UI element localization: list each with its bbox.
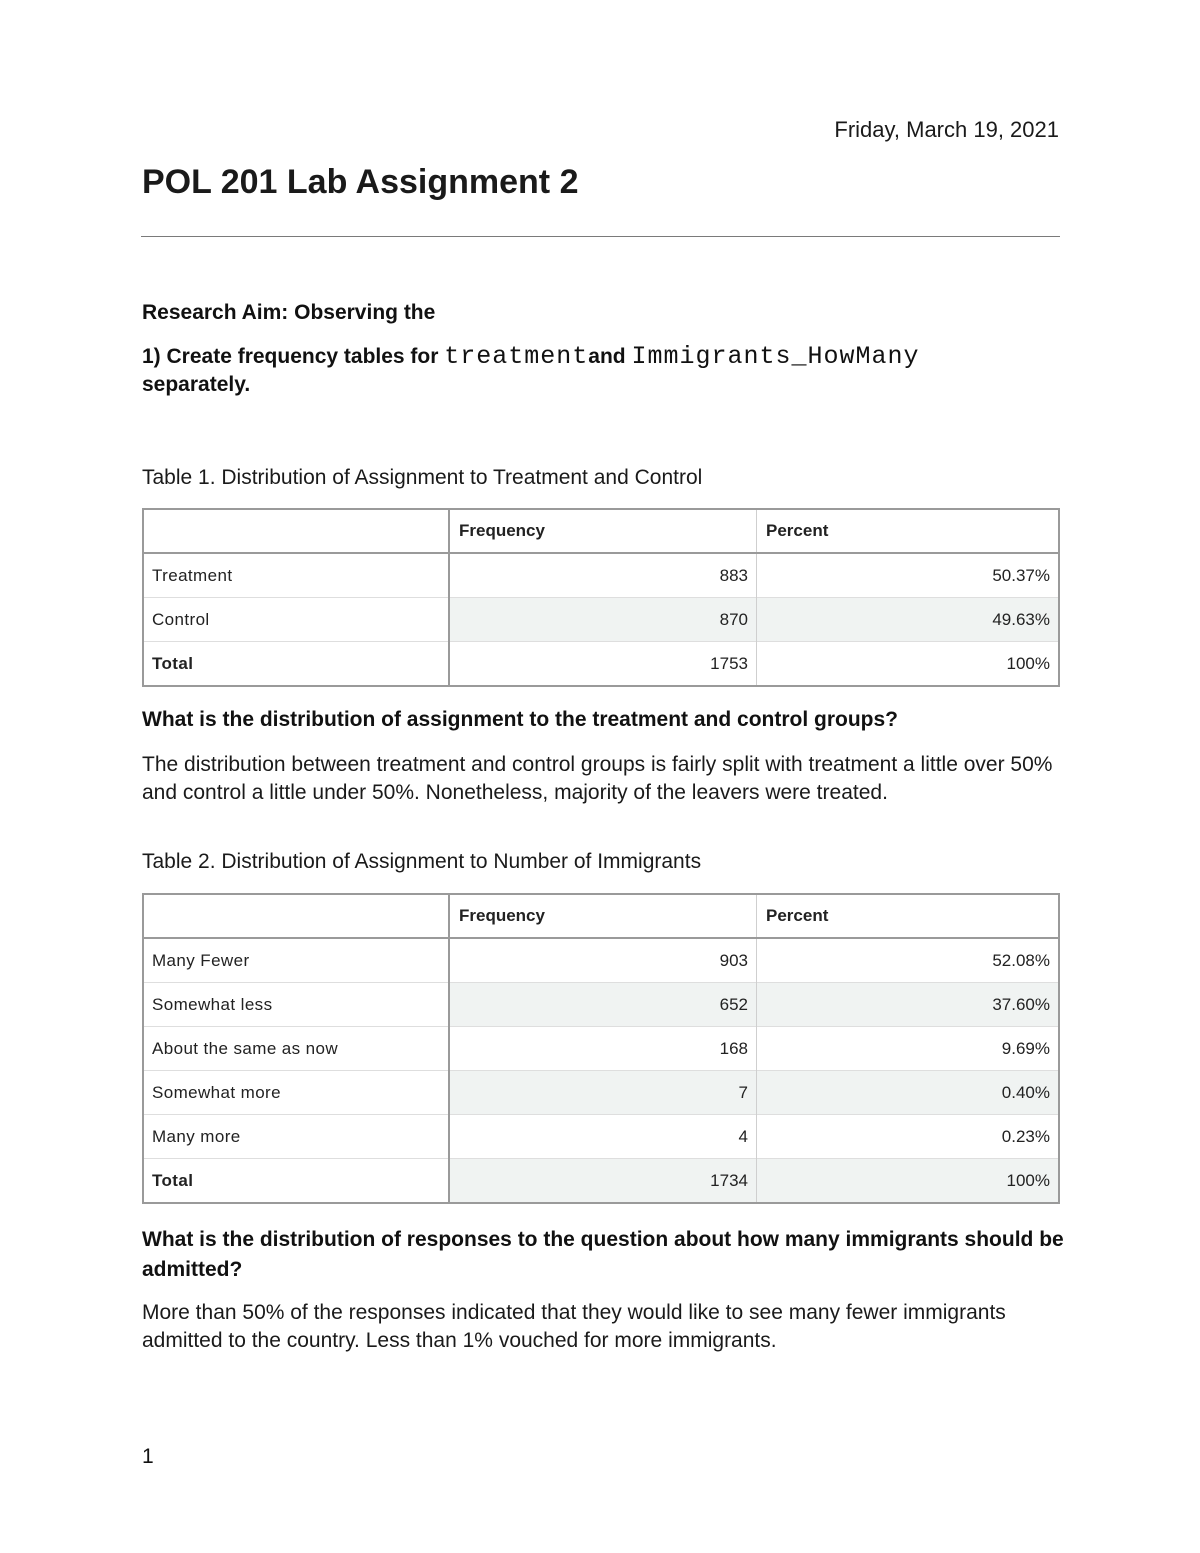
table-2 (142, 893, 1060, 1204)
row-label: About the same as now (143, 1027, 449, 1071)
row-frequency: 883 (449, 553, 757, 598)
row-frequency: 168 (449, 1027, 757, 1071)
page-number: 1 (142, 1445, 154, 1468)
table-total-row (143, 1159, 1059, 1204)
question-1-suffix: separately. (142, 373, 251, 396)
row-percent: 52.08% (757, 938, 1060, 983)
row-percent: 100% (757, 1159, 1060, 1204)
question-1-and: and (588, 345, 632, 368)
table-header-cell: Percent (757, 894, 1060, 938)
row-percent: 0.23% (757, 1115, 1060, 1159)
variable-treatment: treatment (444, 342, 589, 371)
row-frequency: 652 (449, 983, 757, 1027)
answer-responses: More than 50% of the responses indicated that they would like to see many fewer immigrants admitted to the country. Less than 1% vouched for more immigrants. (142, 1301, 1006, 1352)
table-row (143, 1027, 1059, 1071)
table-header-row (143, 894, 1059, 938)
title-divider (141, 236, 1060, 237)
table-2-caption: Table 2. Distribution of Assignment to Number of Immigrants (142, 850, 702, 873)
row-frequency: 1734 (449, 1159, 757, 1204)
question-responses: What is the distribution of responses to the question about how many immigrants should be admitted? (142, 1228, 1064, 1281)
document-date: Friday, March 19, 2021 (834, 117, 1059, 142)
row-percent: 0.40% (757, 1071, 1060, 1115)
table-1 (142, 508, 1060, 687)
page-title: POL 201 Lab Assignment 2 (142, 163, 579, 201)
answer-assignment: The distribution between treatment and control groups is fairly split with treatment a little over 50% and control a little under 50%. Nonetheless, majority of the leavers were treated. (142, 753, 1053, 804)
row-percent: 49.63% (757, 598, 1060, 642)
question-assignment: What is the distribution of assignment to the treatment and control groups? (142, 708, 899, 731)
table-row (143, 1071, 1059, 1115)
row-label: Many more (143, 1115, 449, 1159)
row-label: Control (143, 598, 449, 642)
row-frequency: 7 (449, 1071, 757, 1115)
row-frequency: 4 (449, 1115, 757, 1159)
row-label: Total (143, 1159, 449, 1204)
table-header-cell: Percent (757, 509, 1060, 553)
table-total-row (143, 642, 1059, 687)
row-label: Total (143, 642, 449, 687)
question-1-prefix: 1) Create frequency tables for (142, 345, 445, 368)
row-percent: 37.60% (757, 983, 1060, 1027)
table-header-row (143, 509, 1059, 553)
table-header-cell: Frequency (449, 894, 757, 938)
row-frequency: 870 (449, 598, 757, 642)
row-percent: 50.37% (757, 553, 1060, 598)
question-1 (142, 343, 1072, 399)
research-aim: Research Aim: Observing the (142, 301, 436, 324)
table-row (143, 553, 1059, 598)
table-1-caption: Table 1. Distribution of Assignment to Treatment and Control (142, 466, 703, 489)
row-frequency: 903 (449, 938, 757, 983)
table-row (143, 938, 1059, 983)
row-frequency: 1753 (449, 642, 757, 687)
table-row (143, 1115, 1059, 1159)
row-percent: 9.69% (757, 1027, 1060, 1071)
row-label: Somewhat more (143, 1071, 449, 1115)
row-label: Somewhat less (143, 983, 449, 1027)
row-percent: 100% (757, 642, 1060, 687)
table-row (143, 598, 1059, 642)
row-label: Many Fewer (143, 938, 449, 983)
table-header-cell: Frequency (449, 509, 757, 553)
table-header-cell (143, 509, 449, 553)
row-label: Treatment (143, 553, 449, 598)
table-row (143, 983, 1059, 1027)
table-header-cell (143, 894, 449, 938)
variable-immigrants-howmany: Immigrants_HowMany (631, 342, 920, 371)
